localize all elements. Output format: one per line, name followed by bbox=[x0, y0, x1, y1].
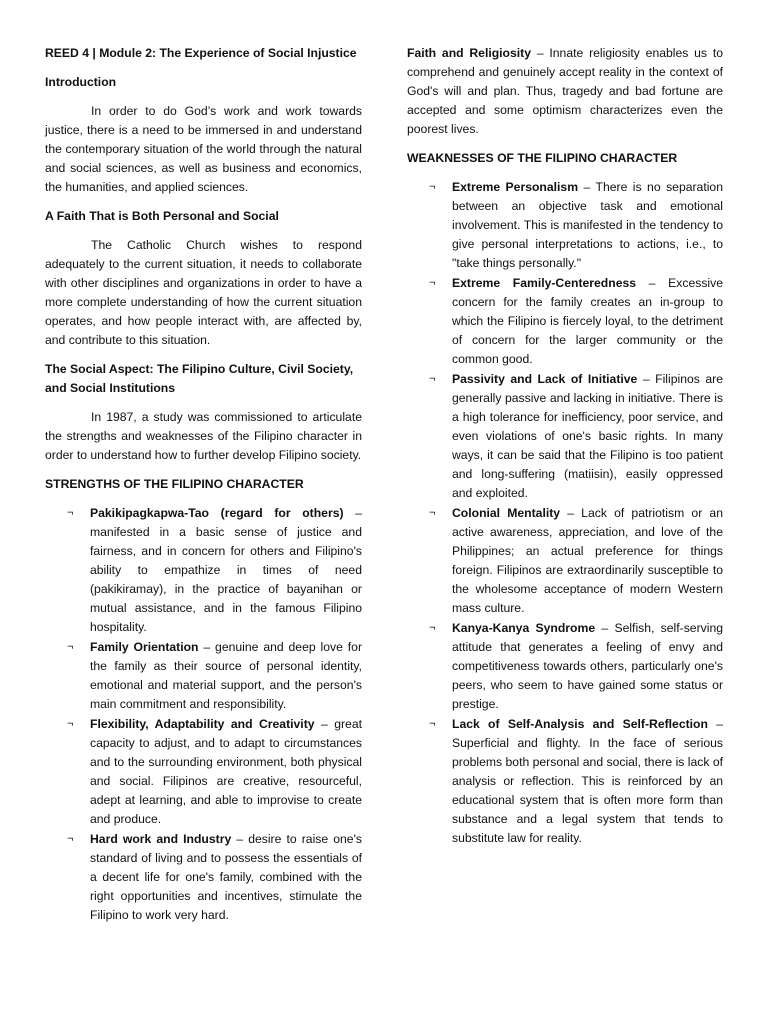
right-column bbox=[407, 44, 723, 856]
weakness-description: – There is no separation between an objective task and emotional involvement. This is manifested in the tendency to give personal interpretations to actions, i.e., to "take things personally." bbox=[452, 180, 723, 270]
strength-term: Pakikipagkapwa-Tao (regard for others) bbox=[90, 506, 344, 520]
faith-religiosity-paragraph bbox=[407, 44, 723, 139]
weaknesses-list bbox=[407, 178, 723, 848]
strength-term: Hard work and Industry bbox=[90, 832, 232, 846]
study-paragraph: In 1987, a study was commissioned to articulate the strengths and weaknesses of the Filipino character in order to understand how to further develop Filipino society. bbox=[45, 410, 362, 462]
weakness-term: Extreme Personalism bbox=[452, 180, 579, 194]
weakness-term: Colonial Mentality bbox=[452, 506, 561, 520]
bullet-icon: ¬ bbox=[429, 181, 436, 193]
introduction-paragraph: In order to do God’s work and work towards justice, there is a need to be immersed in and understand the contemporary situation of the world through the natural and social sciences, as well as business and economics, the humanities, and applied sciences. bbox=[45, 104, 362, 194]
weakness-term: Passivity and Lack of Initiative bbox=[452, 372, 638, 386]
weaknesses-heading: WEAKNESSES OF THE FILIPINO CHARACTER bbox=[407, 151, 678, 165]
list-item bbox=[407, 370, 723, 503]
weakness-description: – Excessive concern for the family creates an in-group to which the Filipino is fiercely loyal, to the detriment of concern for the larger community or the common good. bbox=[452, 276, 724, 366]
list-item bbox=[45, 715, 362, 829]
weakness-description: – Filipinos are generally passive and lacking in initiative. There is a high tolerance for inefficiency, poor service, and even violations of one's basic rights. In many ways, it can be said that the Filipino is too patient and long-suffering (matiisin), easily oppressed and exploited. bbox=[452, 372, 723, 500]
weakness-term: Kanya-Kanya Syndrome bbox=[452, 621, 596, 635]
bullet-icon: ¬ bbox=[429, 622, 436, 634]
bullet-icon: ¬ bbox=[429, 373, 436, 385]
weakness-description: – Lack of patriotism or an active awareness, appreciation, and love of the Philippines; an actual preference for things foreign. Filipinos are extraordinarily susceptible to the wholesome acceptance of modern Western mass culture. bbox=[452, 506, 723, 615]
weakness-description: – Superficial and flighty. In the face of serious problems both personal and social, there is lack of analysis or reflection. This is reinforced by an educational system that is often more form than substance and a legal system that tends to substitute law for reality. bbox=[452, 717, 723, 845]
strength-term: Family Orientation bbox=[90, 640, 199, 654]
strengths-heading: STRENGTHS OF THE FILIPINO CHARACTER bbox=[45, 477, 304, 491]
bullet-icon: ¬ bbox=[67, 833, 74, 845]
list-item bbox=[407, 178, 723, 273]
list-item bbox=[45, 830, 362, 925]
strength-term: Faith and Religiosity bbox=[407, 46, 532, 60]
left-column bbox=[45, 44, 362, 933]
bullet-icon: ¬ bbox=[67, 718, 74, 730]
faith-section-heading: A Faith That is Both Personal and Social bbox=[45, 209, 279, 223]
strength-description: – genuine and deep love for the family as their source of personal identity, emotional and material support, and the person's main commitment and responsibility. bbox=[90, 640, 362, 711]
list-item bbox=[45, 504, 362, 637]
strength-description: – desire to raise one's standard of living and to possess the essentials of a decent life for one's family, combined with the right opportunities and incentives, stimulate the Filipino to work very hard. bbox=[90, 832, 362, 922]
module-title: REED 4 | Module 2: The Experience of Social Injustice bbox=[45, 46, 357, 60]
bullet-icon: ¬ bbox=[429, 277, 436, 289]
weakness-term: Extreme Family-Centeredness bbox=[452, 276, 637, 290]
list-item bbox=[45, 638, 362, 714]
faith-section-paragraph: The Catholic Church wishes to respond adequately to the current situation, it needs to collaborate with other disciplines and organizations in order to have a more complete understanding of how the current situation operates, and how people interact with, are affected by, and contribute to this situation. bbox=[45, 238, 362, 347]
weakness-description: – Selfish, self-serving attitude that generates a feeling of envy and competitiveness towards others, particularly one's peers, who seem to have gained some status or prestige. bbox=[452, 621, 723, 711]
list-item bbox=[407, 619, 723, 714]
introduction-heading: Introduction bbox=[45, 75, 117, 89]
strength-description: – manifested in a basic sense of justice and fairness, and in concern for others and Filipino's ability to empathize in times of need (pakikiramay), in the practice of bayanihan or mutual assistance, and in the famous Filipino hospitality. bbox=[90, 506, 362, 634]
list-item bbox=[407, 504, 723, 618]
list-item bbox=[407, 274, 723, 369]
strength-description: – great capacity to adjust, and to adapt to circumstances and to the surrounding environment, both physical and social. Filipinos are creative, resourceful, adept at learning, and able to improvise to create and produce. bbox=[90, 717, 362, 826]
bullet-icon: ¬ bbox=[67, 641, 74, 653]
weakness-term: Lack of Self-Analysis and Self-Reflection bbox=[452, 717, 708, 731]
bullet-icon: ¬ bbox=[429, 718, 436, 730]
social-aspect-heading: The Social Aspect: The Filipino Culture, Civil Society, and Social Institutions bbox=[45, 362, 354, 395]
bullet-icon: ¬ bbox=[429, 507, 436, 519]
list-item bbox=[407, 715, 723, 848]
bullet-icon: ¬ bbox=[67, 507, 74, 519]
strength-description: – Innate religiosity enables us to comprehend and genuinely accept reality in the context of God's will and plan. Thus, tragedy and bad fortune are accepted and some optimism characterizes even the poorest lives. bbox=[407, 46, 723, 136]
strength-term: Flexibility, Adaptability and Creativity bbox=[90, 717, 315, 731]
strengths-list bbox=[45, 504, 362, 925]
